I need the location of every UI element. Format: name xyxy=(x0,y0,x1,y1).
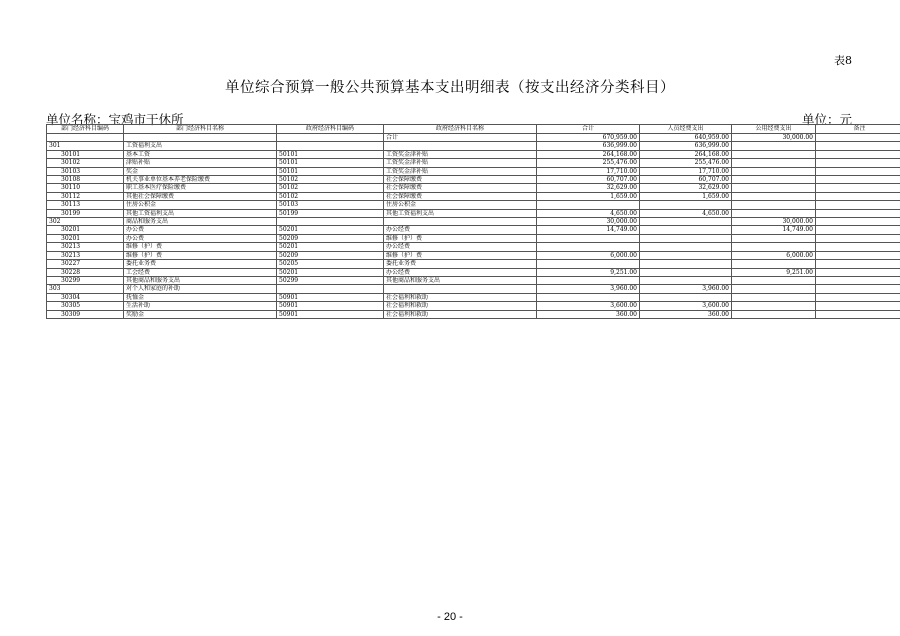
table-row xyxy=(47,192,900,200)
personnel-cell: 264,168.00 xyxy=(640,150,732,158)
column-header: 政府经济科目名称 xyxy=(384,125,537,134)
gov-name-cell: 社会保障缴费 xyxy=(384,184,537,192)
dept-name-cell: 职工基本医疗保险缴费 xyxy=(124,184,277,192)
public-cell xyxy=(732,243,816,251)
table-row xyxy=(47,209,900,217)
document-title: 单位综合预算一般公共预算基本支出明细表（按支出经济分类科目） xyxy=(225,80,675,96)
gov-name-cell: 其他商品和服务支出 xyxy=(384,276,537,284)
table-row xyxy=(47,159,900,167)
personnel-cell: 17,710.00 xyxy=(640,167,732,175)
table-row xyxy=(47,276,900,284)
column-header: 备注 xyxy=(816,125,900,134)
note-cell xyxy=(816,142,900,150)
table-row xyxy=(47,142,900,150)
gov-code-cell: 50102 xyxy=(277,176,384,184)
currency-unit: 单位：元 xyxy=(801,112,852,127)
personnel-cell: 1,659.00 xyxy=(640,192,732,200)
gov-name-cell: 社会保障缴费 xyxy=(384,176,537,184)
gov-name-cell: 维修（护）费 xyxy=(384,251,537,259)
total-cell xyxy=(537,260,640,268)
personnel-cell: 4,650.00 xyxy=(640,209,732,217)
gov-code-cell: 50209 xyxy=(277,234,384,242)
table-row xyxy=(47,268,900,276)
dept-name-cell: 机关事业单位基本养老保险缴费 xyxy=(124,176,277,184)
public-cell xyxy=(732,201,816,209)
personnel-cell xyxy=(640,260,732,268)
personnel-cell: 636,999.00 xyxy=(640,142,732,150)
note-cell xyxy=(816,234,900,242)
total-cell: 14,749.00 xyxy=(537,226,640,234)
gov-code-cell: 50102 xyxy=(277,184,384,192)
dept-code-cell xyxy=(47,134,124,142)
public-cell: 30,000.00 xyxy=(732,218,816,226)
dept-name-cell: 维修（护）费 xyxy=(124,251,277,259)
public-cell xyxy=(732,142,816,150)
note-cell xyxy=(816,268,900,276)
table-row xyxy=(47,310,900,318)
total-cell xyxy=(537,201,640,209)
gov-name-cell: 住房公积金 xyxy=(384,201,537,209)
gov-code-cell: 50299 xyxy=(277,276,384,284)
total-cell: 60,707.00 xyxy=(537,176,640,184)
total-cell: 6,000.00 xyxy=(537,251,640,259)
total-cell xyxy=(537,234,640,242)
note-cell xyxy=(816,159,900,167)
table-row xyxy=(47,260,900,268)
dept-name-cell: 对个人和家庭的补助 xyxy=(124,285,277,293)
dept-code-cell: 30201 xyxy=(47,226,124,234)
public-cell xyxy=(732,310,816,318)
note-cell xyxy=(816,192,900,200)
dept-name-cell: 商品和服务支出 xyxy=(124,218,277,226)
dept-code-cell: 30213 xyxy=(47,251,124,259)
public-cell: 6,000.00 xyxy=(732,251,816,259)
gov-code-cell: 50901 xyxy=(277,293,384,301)
note-cell xyxy=(816,201,900,209)
dept-code-cell: 30108 xyxy=(47,176,124,184)
total-cell: 4,650.00 xyxy=(537,209,640,217)
gov-code-cell xyxy=(277,134,384,142)
personnel-cell: 255,476.00 xyxy=(640,159,732,167)
public-cell xyxy=(732,234,816,242)
dept-code-cell: 30227 xyxy=(47,260,124,268)
gov-code-cell: 50101 xyxy=(277,167,384,175)
column-header: 部门经济科目编码 xyxy=(47,125,124,134)
total-cell: 32,629.00 xyxy=(537,184,640,192)
dept-code-cell: 30102 xyxy=(47,159,124,167)
dept-name-cell: 其他工资福利支出 xyxy=(124,209,277,217)
table-row xyxy=(47,293,900,301)
column-header: 合计 xyxy=(537,125,640,134)
gov-name-cell: 社会福利和救助 xyxy=(384,293,537,301)
dept-name-cell: 维修（护）费 xyxy=(124,243,277,251)
gov-name-cell: 其他工资福利支出 xyxy=(384,209,537,217)
note-cell xyxy=(816,276,900,284)
dept-code-cell: 30228 xyxy=(47,268,124,276)
gov-name-cell: 合计 xyxy=(384,134,537,142)
dept-code-cell: 30112 xyxy=(47,192,124,200)
note-cell xyxy=(816,167,900,175)
dept-code-cell: 30199 xyxy=(47,209,124,217)
dept-name-cell: 津贴补贴 xyxy=(124,159,277,167)
gov-code-cell: 50201 xyxy=(277,226,384,234)
dept-code-cell: 30304 xyxy=(47,293,124,301)
dept-name-cell: 委托业务费 xyxy=(124,260,277,268)
public-cell xyxy=(732,150,816,158)
total-cell xyxy=(537,293,640,301)
public-cell: 30,000.00 xyxy=(732,134,816,142)
dept-name-cell: 办公费 xyxy=(124,226,277,234)
public-cell xyxy=(732,209,816,217)
public-cell: 14,749.00 xyxy=(732,226,816,234)
gov-name-cell: 工资奖金津补贴 xyxy=(384,159,537,167)
personnel-cell: 360.00 xyxy=(640,310,732,318)
dept-name-cell: 办公费 xyxy=(124,234,277,242)
table-row xyxy=(47,201,900,209)
gov-name-cell: 社会福利和救助 xyxy=(384,310,537,318)
public-cell xyxy=(732,176,816,184)
personnel-cell xyxy=(640,276,732,284)
personnel-cell xyxy=(640,251,732,259)
total-cell: 255,476.00 xyxy=(537,159,640,167)
gov-name-cell: 社会保障缴费 xyxy=(384,192,537,200)
gov-code-cell: 50901 xyxy=(277,302,384,310)
gov-code-cell: 50205 xyxy=(277,260,384,268)
dept-code-cell: 30309 xyxy=(47,310,124,318)
table-row xyxy=(47,176,900,184)
gov-code-cell: 50101 xyxy=(277,159,384,167)
total-cell xyxy=(537,243,640,251)
column-header: 政府经济科目编码 xyxy=(277,125,384,134)
gov-name-cell: 工资奖金津补贴 xyxy=(384,167,537,175)
table-row xyxy=(47,167,900,175)
table-row xyxy=(47,218,900,226)
dept-name-cell xyxy=(124,134,277,142)
total-cell: 30,000.00 xyxy=(537,218,640,226)
table-row xyxy=(47,251,900,259)
public-cell xyxy=(732,192,816,200)
page-number: - 20 - xyxy=(437,611,463,623)
gov-code-cell: 50101 xyxy=(277,150,384,158)
gov-code-cell: 50103 xyxy=(277,201,384,209)
public-cell: 9,251.00 xyxy=(732,268,816,276)
note-cell xyxy=(816,285,900,293)
note-cell xyxy=(816,251,900,259)
personnel-cell xyxy=(640,234,732,242)
table-row xyxy=(47,226,900,234)
dept-code-cell: 30213 xyxy=(47,243,124,251)
dept-code-cell: 30110 xyxy=(47,184,124,192)
total-cell: 1,659.00 xyxy=(537,192,640,200)
public-cell xyxy=(732,285,816,293)
personnel-cell: 3,960.00 xyxy=(640,285,732,293)
dept-name-cell: 其他社会保障缴费 xyxy=(124,192,277,200)
dept-code-cell: 301 xyxy=(47,142,124,150)
gov-code-cell: 50102 xyxy=(277,192,384,200)
total-cell: 264,168.00 xyxy=(537,150,640,158)
total-cell: 3,600.00 xyxy=(537,302,640,310)
dept-name-cell: 工资福利支出 xyxy=(124,142,277,150)
dept-name-cell: 奖励金 xyxy=(124,310,277,318)
personnel-cell: 60,707.00 xyxy=(640,176,732,184)
gov-name-cell xyxy=(384,285,537,293)
budget-detail-table xyxy=(46,124,900,319)
note-cell xyxy=(816,302,900,310)
personnel-cell: 3,600.00 xyxy=(640,302,732,310)
dept-code-cell: 303 xyxy=(47,285,124,293)
gov-name-cell xyxy=(384,218,537,226)
gov-code-cell xyxy=(277,285,384,293)
gov-code-cell xyxy=(277,142,384,150)
table-number: 表8 xyxy=(834,54,852,67)
dept-name-cell: 工会经费 xyxy=(124,268,277,276)
unit-name: 单位名称：宝鸡市干休所 xyxy=(46,112,184,127)
note-cell xyxy=(816,176,900,184)
personnel-cell xyxy=(640,201,732,209)
dept-name-cell: 基本工资 xyxy=(124,150,277,158)
personnel-cell xyxy=(640,268,732,276)
gov-name-cell: 工资奖金津补贴 xyxy=(384,150,537,158)
note-cell xyxy=(816,134,900,142)
public-cell xyxy=(732,276,816,284)
note-cell xyxy=(816,293,900,301)
gov-code-cell: 50201 xyxy=(277,268,384,276)
column-header: 部门经济科目名称 xyxy=(124,125,277,134)
column-header: 人员经费支出 xyxy=(640,125,732,134)
dept-code-cell: 30305 xyxy=(47,302,124,310)
table-row xyxy=(47,234,900,242)
dept-code-cell: 30299 xyxy=(47,276,124,284)
table-row xyxy=(47,243,900,251)
note-cell xyxy=(816,243,900,251)
gov-code-cell xyxy=(277,218,384,226)
personnel-cell: 640,959.00 xyxy=(640,134,732,142)
gov-code-cell: 50901 xyxy=(277,310,384,318)
gov-name-cell xyxy=(384,142,537,150)
gov-name-cell: 办公经费 xyxy=(384,268,537,276)
table-row xyxy=(47,150,900,158)
dept-name-cell: 生活补助 xyxy=(124,302,277,310)
column-header: 公用经费支出 xyxy=(732,125,816,134)
table-row xyxy=(47,134,900,142)
note-cell xyxy=(816,184,900,192)
gov-code-cell: 50199 xyxy=(277,209,384,217)
gov-name-cell: 社会福利和救助 xyxy=(384,302,537,310)
gov-name-cell: 维修（护）费 xyxy=(384,234,537,242)
dept-code-cell: 30201 xyxy=(47,234,124,242)
gov-name-cell: 委托业务费 xyxy=(384,260,537,268)
total-cell: 17,710.00 xyxy=(537,167,640,175)
dept-name-cell: 住房公积金 xyxy=(124,201,277,209)
personnel-cell xyxy=(640,243,732,251)
note-cell xyxy=(816,310,900,318)
dept-name-cell: 奖金 xyxy=(124,167,277,175)
gov-name-cell: 办公经费 xyxy=(384,226,537,234)
dept-name-cell: 其他商品和服务支出 xyxy=(124,276,277,284)
total-cell: 670,959.00 xyxy=(537,134,640,142)
public-cell xyxy=(732,167,816,175)
note-cell xyxy=(816,209,900,217)
dept-code-cell: 30101 xyxy=(47,150,124,158)
note-cell xyxy=(816,150,900,158)
public-cell xyxy=(732,293,816,301)
dept-code-cell: 30113 xyxy=(47,201,124,209)
gov-name-cell: 办公经费 xyxy=(384,243,537,251)
dept-name-cell: 抚恤金 xyxy=(124,293,277,301)
dept-code-cell: 302 xyxy=(47,218,124,226)
public-cell xyxy=(732,159,816,167)
note-cell xyxy=(816,218,900,226)
note-cell xyxy=(816,260,900,268)
gov-code-cell: 50209 xyxy=(277,251,384,259)
total-cell: 636,999.00 xyxy=(537,142,640,150)
total-cell: 360.00 xyxy=(537,310,640,318)
table-row xyxy=(47,285,900,293)
personnel-cell xyxy=(640,293,732,301)
dept-code-cell: 30103 xyxy=(47,167,124,175)
total-cell: 9,251.00 xyxy=(537,268,640,276)
public-cell xyxy=(732,184,816,192)
note-cell xyxy=(816,226,900,234)
table-row xyxy=(47,184,900,192)
personnel-cell xyxy=(640,226,732,234)
total-cell: 3,960.00 xyxy=(537,285,640,293)
table-row xyxy=(47,302,900,310)
table-header-row xyxy=(47,125,900,134)
gov-code-cell: 50201 xyxy=(277,243,384,251)
public-cell xyxy=(732,260,816,268)
public-cell xyxy=(732,302,816,310)
total-cell xyxy=(537,276,640,284)
personnel-cell xyxy=(640,218,732,226)
personnel-cell: 32,629.00 xyxy=(640,184,732,192)
